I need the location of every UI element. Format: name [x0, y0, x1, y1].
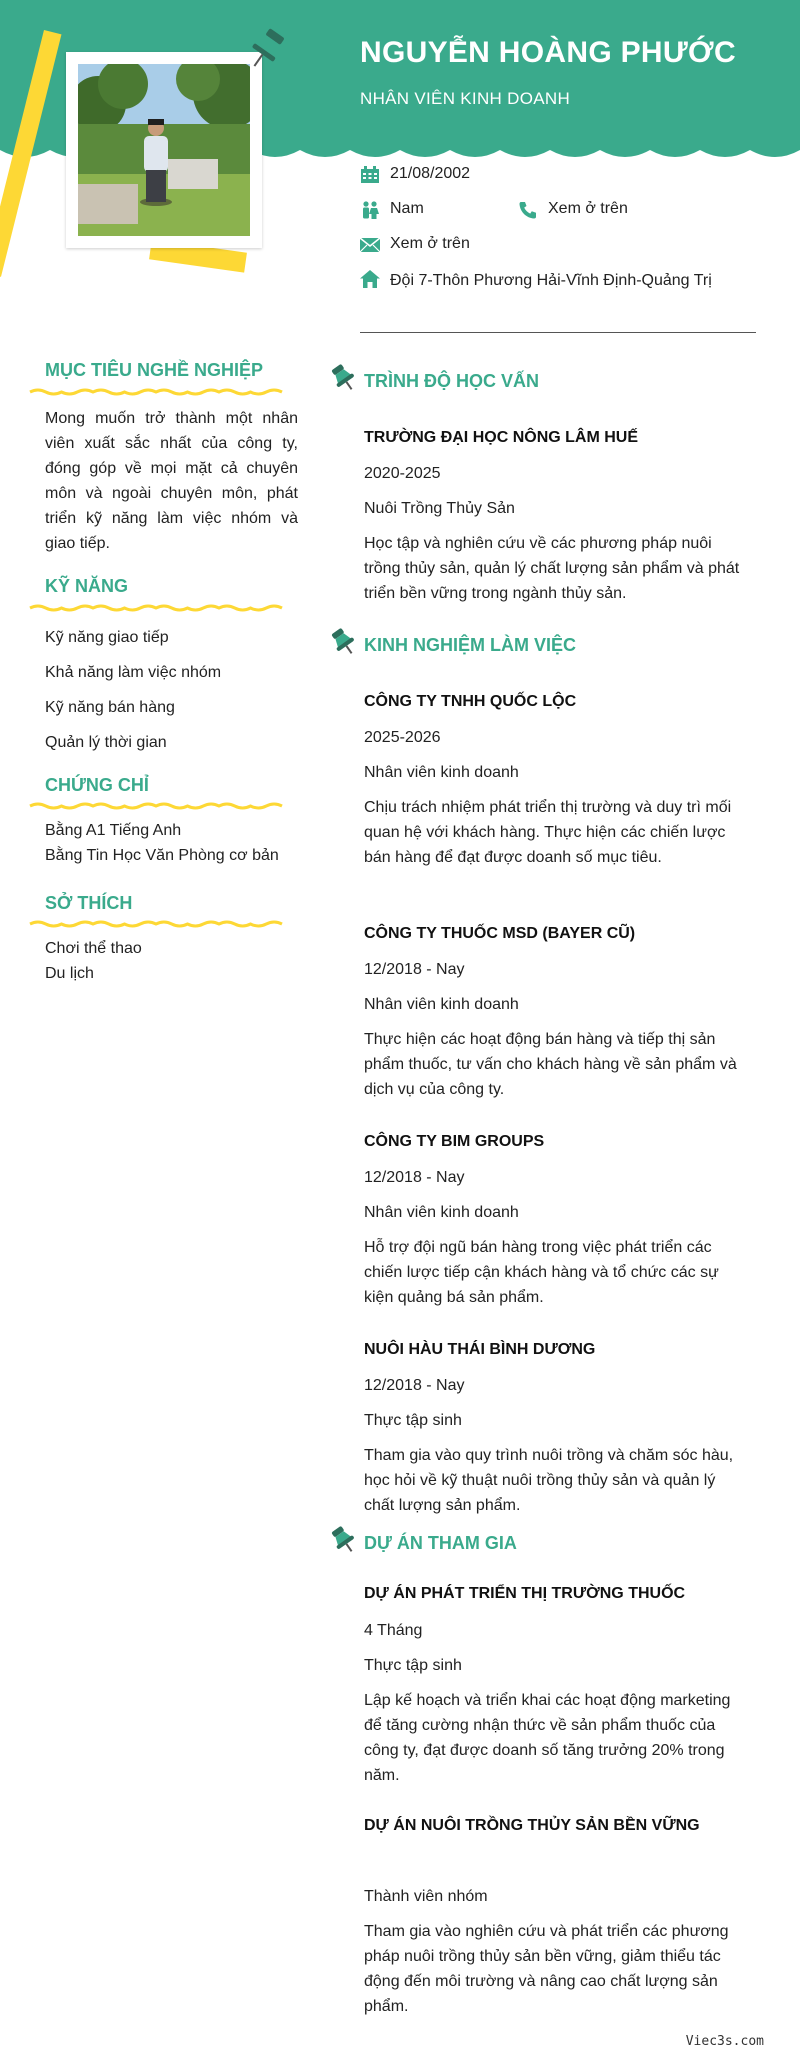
job-company: CÔNG TY THUỐC MSD (BAYER CŨ): [364, 925, 636, 942]
phone-value: Xem ở trên: [548, 200, 628, 217]
heading-underline: [28, 800, 284, 812]
job-period: 12/2018 - Nay: [364, 1169, 465, 1186]
candidate-name: NGUYỄN HOÀNG PHƯỚC: [360, 36, 736, 69]
watermark: Viec3s.com: [685, 2034, 764, 2049]
project-desc: Lập kế hoạch và triển khai các hoạt động marketing để tăng cường nhận thức về sản phẩm thuốc của công ty, đạt được doanh số tăng trưởng 20% trong năm.: [364, 1692, 731, 1784]
birthdate-value: 21/08/2002: [390, 165, 471, 182]
email-value: Xem ở trên: [390, 235, 470, 252]
projects-heading: DỰ ÁN THAM GIA: [364, 1533, 517, 1553]
education-desc: Học tập và nghiên cứu về các phương pháp nuôi trồng thủy sản, quản lý chất lượng sản phẩm và phát triển bền vững trong ngành thủy sản.: [364, 535, 740, 602]
pushpin-icon: [246, 24, 288, 72]
project-desc: Tham gia vào nghiên cứu và phát triển các phương pháp nuôi trồng thủy sản bền vững, giảm thiểu tác động đến môi trường và nâng cao chất lượng sản phẩm.: [364, 1923, 729, 2015]
experience-heading: KINH NGHIỆM LÀM VIỆC: [364, 635, 577, 655]
job-company: CÔNG TY TNHH QUỐC LỘC: [364, 693, 577, 710]
calendar-icon: [360, 166, 380, 184]
certificate-item: Bằng A1 Tiếng Anh: [45, 822, 182, 839]
job-role: Nhân viên kinh doanh: [364, 764, 519, 781]
job-desc: Thực hiện các hoạt động bán hàng và tiếp thị sản phẩm thuốc, tư vấn cho khách hàng về sản phẩm và dịch vụ của công ty.: [364, 1031, 737, 1098]
heading-underline: [28, 918, 284, 930]
job-role: Thực tập sinh: [364, 1412, 462, 1429]
education-major: Nuôi Trồng Thủy Sản: [364, 500, 515, 517]
skill-item: Kỹ năng giao tiếp: [45, 629, 169, 646]
job-role: Nhân viên kinh doanh: [364, 1204, 519, 1221]
heading-underline: [28, 602, 284, 614]
home-icon: [360, 270, 380, 288]
job-company: CÔNG TY BIM GROUPS: [364, 1133, 545, 1150]
skill-item: Quản lý thời gian: [45, 734, 167, 751]
job-company: NUÔI HÀU THÁI BÌNH DƯƠNG: [364, 1341, 596, 1358]
gender-value: Nam: [390, 200, 424, 217]
job-desc: Tham gia vào quy trình nuôi trồng và chăm sóc hàu, học hỏi về kỹ thuật nuôi trồng thủy sản và quản lý chất lượng sản phẩm.: [364, 1447, 734, 1514]
job-desc: Hỗ trợ đội ngũ bán hàng trong việc phát triển các chiến lược tiếp cận khách hàng và tổ chức các sự kiện quảng bá sản phẩm.: [364, 1239, 719, 1306]
project-period: 4 Tháng: [364, 1622, 423, 1639]
objective-heading: MỤC TIÊU NGHỀ NGHIỆP: [45, 360, 264, 380]
phone-icon: [518, 201, 538, 219]
certificate-item: Bằng Tin Học Văn Phòng cơ bản: [45, 847, 279, 864]
objective-text: Mong muốn trở thành một nhân viên xuất sắc nhất của công ty, đóng góp về mọi mặt cả chuyên môn và ngoài chuyên môn, phát triển kỹ năng làm việc nhóm và giao tiếp.: [45, 410, 298, 552]
pushpin-icon: [330, 1524, 356, 1554]
pushpin-icon: [330, 626, 356, 656]
job-role: Nhân viên kinh doanh: [364, 996, 519, 1013]
header-divider: [360, 332, 756, 333]
profile-photo: [78, 64, 250, 236]
job-title: NHÂN VIÊN KINH DOANH: [360, 89, 571, 108]
project-name: DỰ ÁN PHÁT TRIỂN THỊ TRƯỜNG THUỐC: [364, 1585, 686, 1602]
project-name: DỰ ÁN NUÔI TRỒNG THỦY SẢN BỀN VỮNG: [364, 1817, 700, 1834]
skills-heading: KỸ NĂNG: [45, 576, 129, 596]
pushpin-icon: [330, 362, 356, 392]
education-period: 2020-2025: [364, 465, 441, 482]
job-period: 12/2018 - Nay: [364, 961, 465, 978]
job-period: 12/2018 - Nay: [364, 1377, 465, 1394]
project-role: Thành viên nhóm: [364, 1888, 488, 1905]
skill-item: Khả năng làm việc nhóm: [45, 664, 222, 681]
envelope-icon: [360, 236, 380, 254]
job-period: 2025-2026: [364, 729, 441, 746]
people-icon: [360, 201, 380, 219]
hobby-item: Chơi thể thao: [45, 940, 142, 957]
project-role: Thực tập sinh: [364, 1657, 462, 1674]
hobby-item: Du lịch: [45, 965, 94, 982]
school-name: TRƯỜNG ĐẠI HỌC NÔNG LÂM HUẾ: [364, 429, 639, 446]
skill-item: Kỹ năng bán hàng: [45, 699, 175, 716]
hobbies-heading: SỞ THÍCH: [45, 893, 133, 913]
certificates-heading: CHỨNG CHỈ: [45, 775, 149, 795]
job-desc: Chịu trách nhiệm phát triển thị trường và duy trì mối quan hệ với khách hàng. Thực hiện các chiến lược bán hàng để đạt được doanh số mục tiêu.: [364, 799, 732, 866]
education-heading: TRÌNH ĐỘ HỌC VẤN: [364, 371, 539, 391]
heading-underline: [28, 386, 284, 398]
address-value: Đội 7-Thôn Phương Hải-Vĩnh Định-Quảng Trị: [390, 272, 712, 289]
